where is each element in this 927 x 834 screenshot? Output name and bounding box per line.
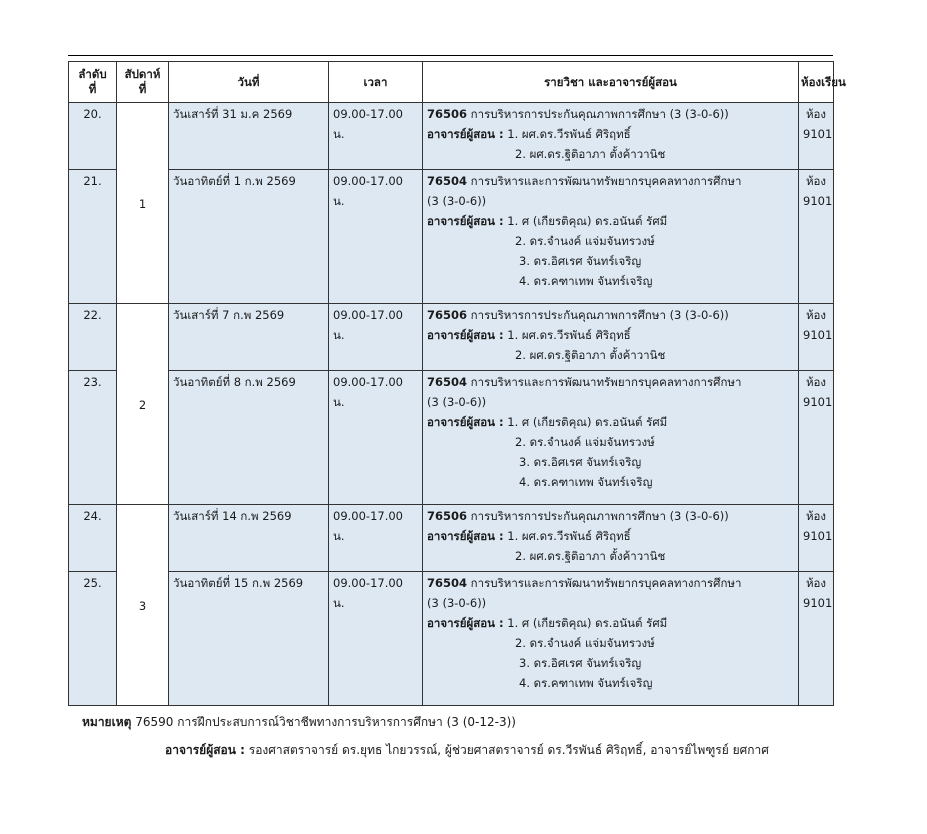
date-cell: วันอาทิตย์ที่ 1 ก.พ 2569: [169, 170, 329, 304]
course-title: การบริหารการประกันคุณภาพการศึกษา (3 (3-0-6)): [470, 509, 729, 523]
teacher-label: อาจารย์ผู้สอน :: [427, 127, 504, 141]
header-room: ห้องเรียน: [799, 62, 834, 103]
date-cell: วันอาทิตย์ที่ 15 ก.พ 2569: [169, 572, 329, 706]
teacher-1: 1. ผศ.ดร.วีรพันธ์ ศิริฤทธิ์: [507, 328, 631, 342]
teacher-2: 2. ผศ.ดร.ฐิติอาภา ตั้งค้าวานิช: [515, 348, 666, 362]
teacher-label: อาจารย์ผู้สอน :: [427, 214, 504, 228]
table-header-row: [69, 62, 834, 103]
seq-cell: 21.: [69, 170, 117, 304]
table-row: [69, 505, 834, 572]
subject-cell: [423, 304, 799, 371]
seq-cell: 25.: [69, 572, 117, 706]
subject-cell: [423, 170, 799, 304]
course-credit: (3 (3-0-6)): [427, 596, 487, 610]
time-cell: 09.00-17.00 น.: [329, 505, 423, 572]
time-cell: 09.00-17.00 น.: [329, 103, 423, 170]
teacher-1: 1. ศ (เกียรติคุณ) ดร.อนันต์ รัศมี: [507, 214, 668, 228]
course-title: การบริหารการประกันคุณภาพการศึกษา (3 (3-0-6)): [470, 308, 729, 322]
course-title: การบริหารและการพัฒนาทรัพยากรบุคคลทางการศึกษา: [470, 375, 742, 389]
time-cell: 09.00-17.00 น.: [329, 170, 423, 304]
footnote-teachers-label: อาจารย์ผู้สอน :: [165, 743, 245, 757]
subject-cell: [423, 103, 799, 170]
header-date: วันที่: [169, 62, 329, 103]
footnote: [82, 713, 516, 731]
header-time: เวลา: [329, 62, 423, 103]
course-credit: (3 (3-0-6)): [427, 395, 487, 409]
teacher-4: 4. ดร.คฑาเทพ จันทร์เจริญ: [519, 676, 653, 690]
room-cell: ห้อง 9101: [799, 505, 834, 572]
subject-cell: [423, 505, 799, 572]
teacher-1: 1. ศ (เกียรติคุณ) ดร.อนันต์ รัศมี: [507, 415, 668, 429]
top-rule: [68, 55, 833, 56]
week-cell: 2: [117, 304, 169, 505]
course-code: 76506: [427, 308, 468, 322]
seq-cell: 23.: [69, 371, 117, 505]
teacher-label: อาจารย์ผู้สอน :: [427, 529, 504, 543]
teacher-2: 2. ดร.จำนงค์ แจ่มจันทรวงษ์: [515, 234, 655, 248]
subject-cell: [423, 572, 799, 706]
course-code: 76504: [427, 375, 468, 389]
footnote-text: 76590 การฝึกประสบการณ์วิชาชีพทางการบริหารการศึกษา (3 (0-12-3)): [135, 715, 516, 729]
teacher-2: 2. ผศ.ดร.ฐิติอาภา ตั้งค้าวานิช: [515, 549, 666, 563]
teacher-label: อาจารย์ผู้สอน :: [427, 328, 504, 342]
teacher-2: 2. ผศ.ดร.ฐิติอาภา ตั้งค้าวานิช: [515, 147, 666, 161]
footnote-teachers-list: รองศาสตราจารย์ ดร.ยุทธ ไกยวรรณ์, ผู้ช่วยศาสตราจารย์ ดร.วีรพันธ์ ศิริฤทธิ์, อาจารย์ไพฑูรย์ ยศกาศ: [248, 743, 769, 757]
time-cell: 09.00-17.00 น.: [329, 572, 423, 706]
teacher-label: อาจารย์ผู้สอน :: [427, 415, 504, 429]
footnote-teachers: [165, 741, 769, 759]
room-cell: ห้อง 9101: [799, 170, 834, 304]
schedule-table: [68, 61, 846, 706]
footnote-label: หมายเหตุ: [82, 715, 132, 729]
table-row: [69, 371, 834, 505]
teacher-1: 1. ผศ.ดร.วีรพันธ์ ศิริฤทธิ์: [507, 127, 631, 141]
teacher-3: 3. ดร.อิศเรศ จันทร์เจริญ: [519, 254, 642, 268]
teacher-label: อาจารย์ผู้สอน :: [427, 616, 504, 630]
course-credit: (3 (3-0-6)): [427, 194, 487, 208]
teacher-4: 4. ดร.คฑาเทพ จันทร์เจริญ: [519, 274, 653, 288]
header-seq: ลำดับ ที่: [69, 62, 117, 103]
room-cell: ห้อง 9101: [799, 304, 834, 371]
teacher-2: 2. ดร.จำนงค์ แจ่มจันทรวงษ์: [515, 435, 655, 449]
week-cell: 3: [117, 505, 169, 706]
subject-cell: [423, 371, 799, 505]
teacher-1: 1. ศ (เกียรติคุณ) ดร.อนันต์ รัศมี: [507, 616, 668, 630]
teacher-3: 3. ดร.อิศเรศ จันทร์เจริญ: [519, 656, 642, 670]
time-cell: 09.00-17.00 น.: [329, 304, 423, 371]
table-row: [69, 170, 834, 304]
seq-cell: 24.: [69, 505, 117, 572]
course-title: การบริหารและการพัฒนาทรัพยากรบุคคลทางการศึกษา: [470, 174, 742, 188]
course-title: การบริหารและการพัฒนาทรัพยากรบุคคลทางการศึกษา: [470, 576, 742, 590]
course-code: 76506: [427, 509, 468, 523]
header-week: สัปดาห์ ที่: [117, 62, 169, 103]
course-title: การบริหารการประกันคุณภาพการศึกษา (3 (3-0-6)): [470, 107, 729, 121]
table-row: [69, 572, 834, 706]
course-code: 76504: [427, 174, 468, 188]
date-cell: วันอาทิตย์ที่ 8 ก.พ 2569: [169, 371, 329, 505]
course-code: 76504: [427, 576, 468, 590]
time-cell: 09.00-17.00 น.: [329, 371, 423, 505]
table-row: [69, 304, 834, 371]
teacher-2: 2. ดร.จำนงค์ แจ่มจันทรวงษ์: [515, 636, 655, 650]
table-row: [69, 103, 834, 170]
week-cell: 1: [117, 103, 169, 304]
teacher-1: 1. ผศ.ดร.วีรพันธ์ ศิริฤทธิ์: [507, 529, 631, 543]
room-cell: ห้อง 9101: [799, 572, 834, 706]
room-cell: ห้อง 9101: [799, 103, 834, 170]
course-code: 76506: [427, 107, 468, 121]
teacher-3: 3. ดร.อิศเรศ จันทร์เจริญ: [519, 455, 642, 469]
date-cell: วันเสาร์ที่ 14 ก.พ 2569: [169, 505, 329, 572]
date-cell: วันเสาร์ที่ 7 ก.พ 2569: [169, 304, 329, 371]
teacher-4: 4. ดร.คฑาเทพ จันทร์เจริญ: [519, 475, 653, 489]
seq-cell: 22.: [69, 304, 117, 371]
header-subject: รายวิชา และอาจารย์ผู้สอน: [423, 62, 799, 103]
room-cell: ห้อง 9101: [799, 371, 834, 505]
seq-cell: 20.: [69, 103, 117, 170]
date-cell: วันเสาร์ที่ 31 ม.ค 2569: [169, 103, 329, 170]
